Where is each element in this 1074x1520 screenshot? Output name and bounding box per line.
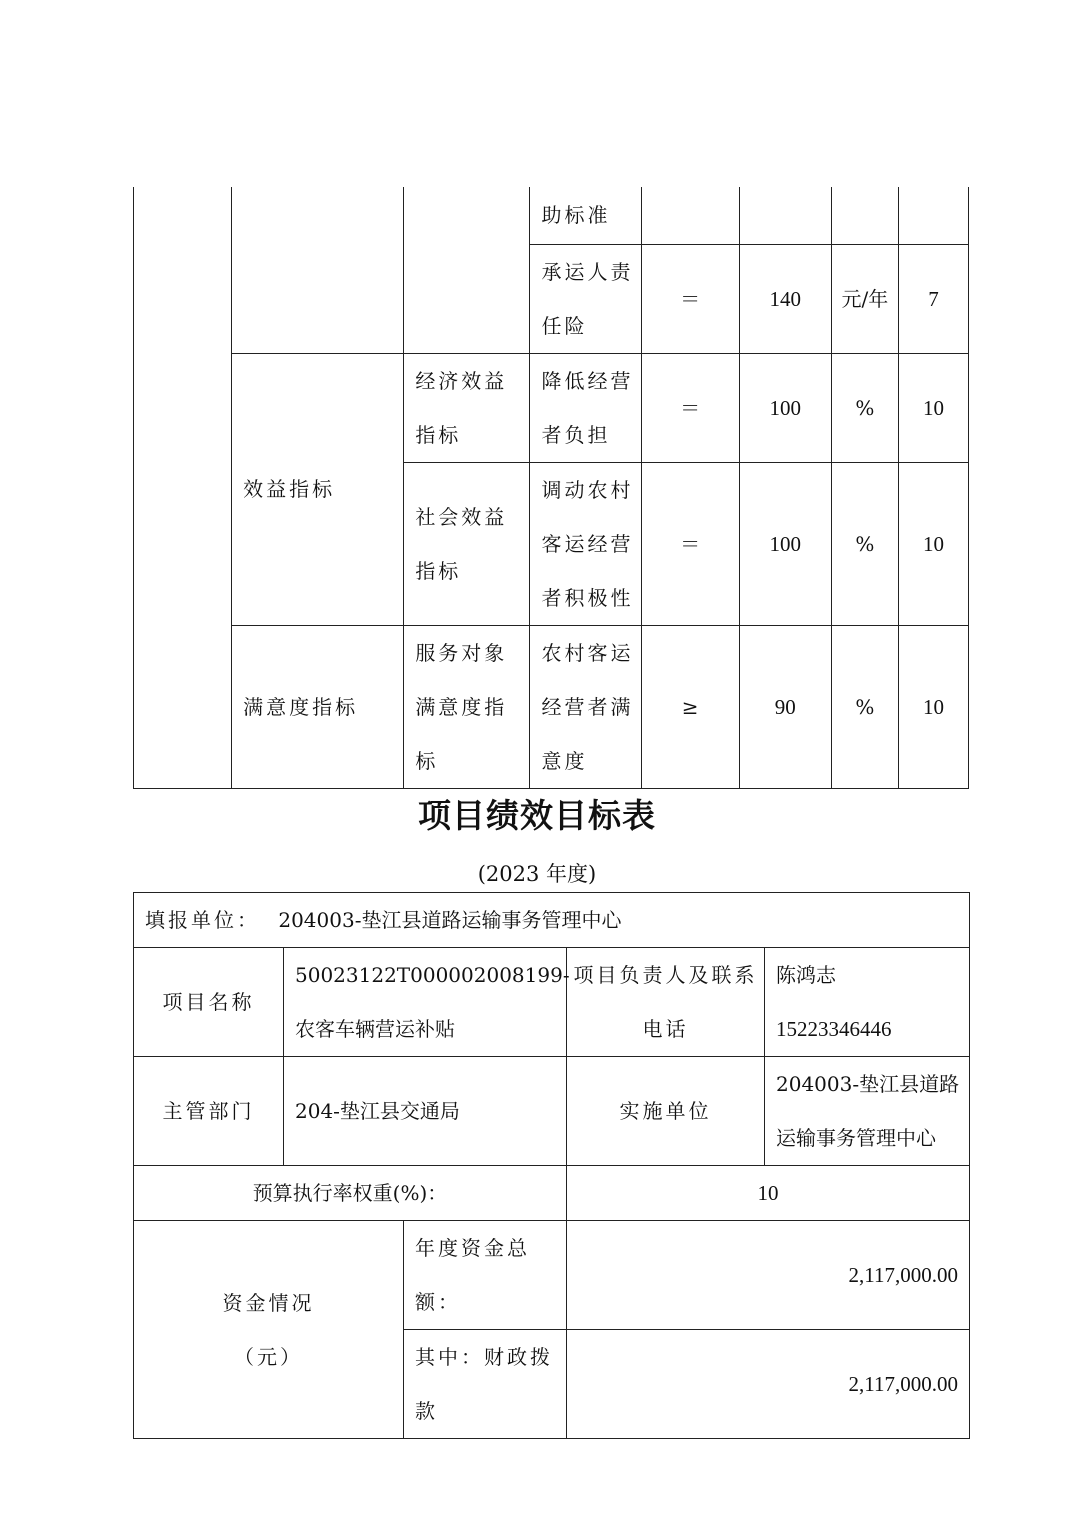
third-level-cell [404,187,530,353]
budget-weight-label: 预算执行率权重(%)： [134,1166,567,1221]
weight: 10 [898,462,968,625]
indicator-name: 降低经营者负担 [530,353,641,462]
indicator-name: 助标准 [530,187,641,244]
first-level-cell [134,187,232,788]
table-row [134,625,969,788]
funds-label-cell [134,1221,404,1439]
project-name-value: 50023122T000002008199-农客车辆营运补贴 [284,948,567,1057]
second-level-cell: 效益指标 [232,353,404,625]
unit: % [831,625,898,788]
dept-label: 主管部门 [134,1057,284,1166]
table-row [134,893,970,948]
unit: 元/年 [831,244,898,353]
weight: 7 [898,244,968,353]
funds-label: 资金情况 [222,1290,315,1315]
table-row [134,187,969,244]
owner-name: 陈鸿志 [776,963,836,987]
unit: % [831,353,898,462]
owner-label: 项目负责人及联系电话 [567,948,765,1057]
target-value: 100 [739,462,831,625]
indicator-name: 农村客运经营者满意度 [530,625,641,788]
indicator-table [133,187,969,789]
operator: ≥ [641,625,739,788]
table-row [134,948,970,1057]
reporting-unit-value: 204003-垫江县道路运输事务管理中心 [278,908,622,932]
target-value: 140 [739,244,831,353]
operator: ＝ [641,353,739,462]
table-row [134,1057,970,1166]
fiscal-label: 其中：财政拨款 [404,1330,567,1439]
table-row [134,1221,970,1330]
impl-label: 实施单位 [567,1057,765,1166]
third-level-cell: 服务对象满意度指标 [404,625,530,788]
form-year: (2023 年度) [477,862,597,886]
indicator-name: 承运人责任险 [530,244,641,353]
second-level-cell: 满意度指标 [232,625,404,788]
dept-value: 204-垫江县交通局 [284,1057,567,1166]
annual-total-label: 年度资金总额： [404,1221,567,1330]
indicator-name: 调动农村客运经营者积极性 [530,462,641,625]
reporting-unit-cell [134,893,970,948]
operator: ＝ [641,244,739,353]
funds-unit: （元） [234,1344,303,1369]
table-row [134,1166,970,1221]
third-level-cell: 社会效益指标 [404,462,530,625]
annual-total-value: 2,117,000.00 [567,1221,970,1330]
form-title: 项目绩效目标表 [418,796,656,835]
unit: % [831,462,898,625]
fiscal-value: 2,117,000.00 [567,1330,970,1439]
operator: ＝ [641,462,739,625]
weight: 10 [898,353,968,462]
owner-cell [765,948,970,1057]
target-value: 100 [739,353,831,462]
reporting-unit-label: 填报单位： [145,908,260,932]
owner-phone: 15223346446 [776,1017,892,1041]
budget-weight-value: 10 [567,1166,970,1221]
project-name-label: 项目名称 [134,948,284,1057]
impl-value: 204003-垫江县道路运输事务管理中心 [765,1057,970,1166]
second-level-cell [232,187,404,353]
third-level-cell: 经济效益指标 [404,353,530,462]
weight: 10 [898,625,968,788]
target-value: 90 [739,625,831,788]
project-form-table [133,892,970,1439]
table-row [134,353,969,462]
